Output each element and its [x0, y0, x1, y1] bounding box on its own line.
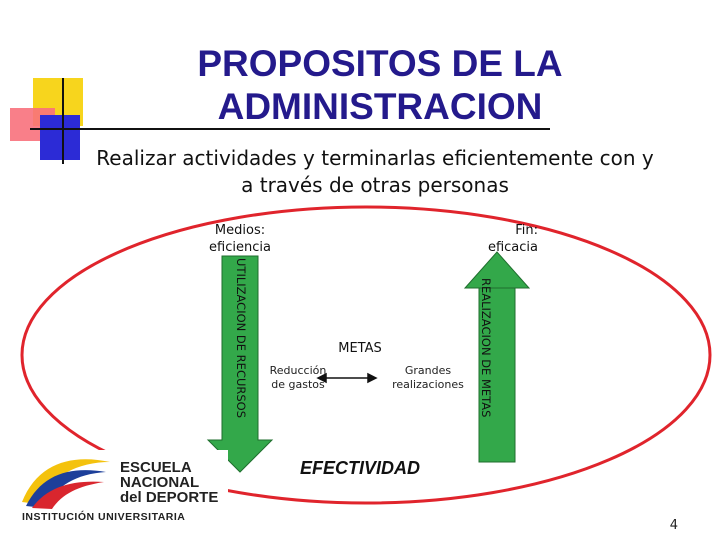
title-line-2: ADMINISTRACION — [217, 86, 543, 127]
grandes-line-1: Grandes — [404, 364, 452, 377]
page-number: 4 — [669, 518, 678, 533]
subtitle-line-2: a través de otras personas — [241, 173, 509, 197]
efectividad-label: EFECTIVIDAD — [300, 458, 421, 478]
logo-line-2: NACIONAL — [120, 474, 200, 491]
reduccion-label — [258, 364, 338, 392]
grandes-line-2: realizaciones — [392, 378, 464, 391]
logo-line-4: INSTITUCIÓN UNIVERSITARIA — [22, 511, 186, 523]
institution-logo — [18, 450, 228, 525]
fin-line-2: eficacia — [487, 240, 538, 255]
reduccion-line-2: de gastos — [271, 378, 325, 391]
up-arrow — [465, 252, 529, 462]
metas-label: METAS — [338, 341, 382, 356]
medios-line-2: eficiencia — [209, 240, 271, 255]
grandes-label — [383, 364, 473, 392]
medios-line-1: Medios: — [214, 223, 266, 238]
subtitle-line-1: Realizar actividades y terminarlas eficientemente con y — [96, 146, 654, 170]
medios-label — [195, 222, 285, 256]
fin-label — [448, 222, 538, 256]
logo-line-1: ESCUELA — [120, 459, 192, 476]
left-arrow-label: UTILIZACION DE RECURSOS — [234, 258, 248, 419]
reduccion-line-1: Reducción — [269, 364, 327, 377]
fin-line-1: Fin: — [515, 223, 538, 238]
logo-line-3: del DEPORTE — [120, 489, 219, 506]
right-arrow-label: REALIZACION DE METAS — [479, 278, 493, 418]
logo-swoosh-icon — [18, 452, 113, 510]
title-line-1: PROPOSITOS DE LA — [197, 43, 563, 84]
